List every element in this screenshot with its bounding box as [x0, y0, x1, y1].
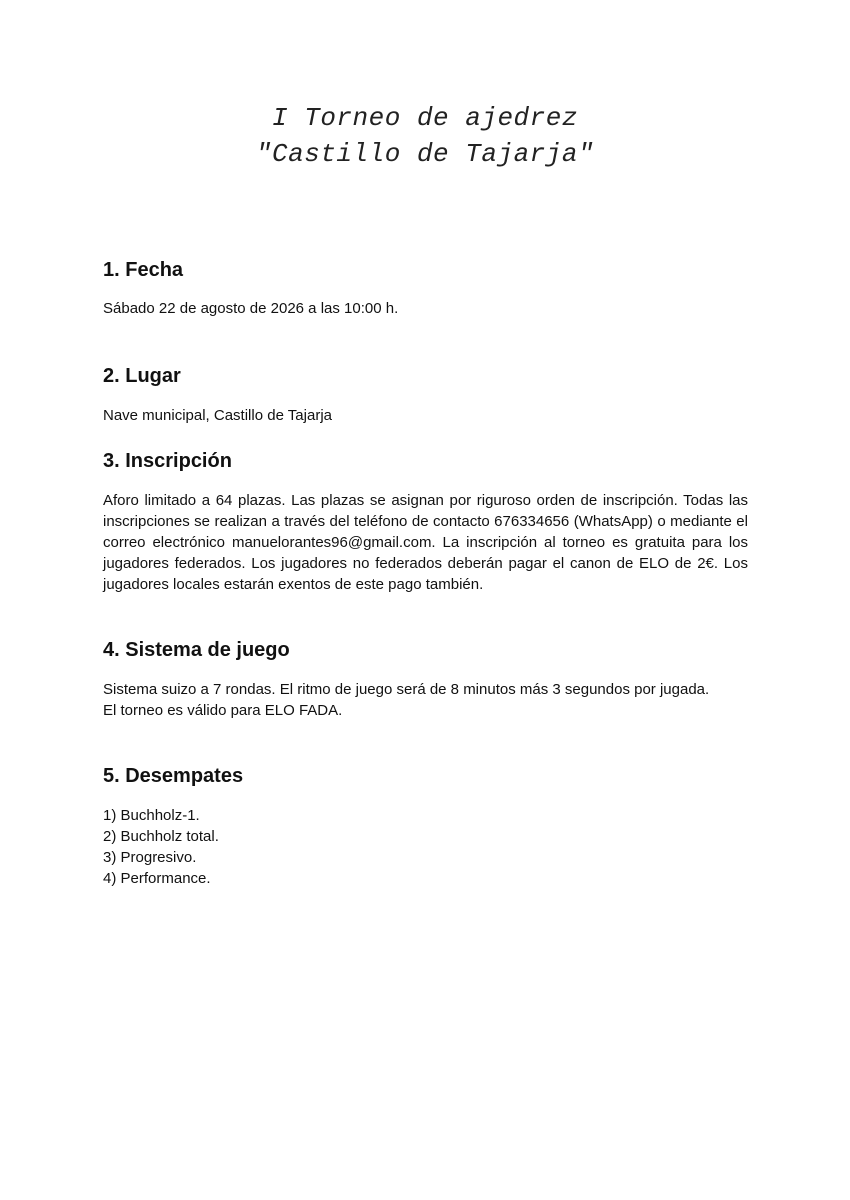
list-item: 1) Buchholz-1. — [103, 807, 200, 824]
list-item: 2) Buchholz total. — [103, 828, 219, 845]
document-title — [0, 100, 850, 172]
section-body-sistema — [103, 679, 748, 721]
section-heading-sistema: 4. Sistema de juego — [103, 639, 290, 661]
section-heading-inscripcion: 3. Inscripción — [103, 450, 232, 472]
section-text-sistema-line-1: Sistema suizo a 7 rondas. El ritmo de juego será de 8 minutos más 3 segundos por jugada. — [103, 681, 710, 698]
list-item: 4) Performance. — [103, 870, 211, 887]
section-lugar — [103, 363, 748, 426]
section-text-sistema-line-2: El torneo es válido para ELO FADA. — [103, 702, 343, 719]
section-heading-fecha: 1. Fecha — [103, 259, 184, 281]
section-heading-desempates: 5. Desempates — [103, 765, 244, 787]
title-line-2: "Castillo de Tajarja" — [255, 139, 595, 169]
title-line-1: I Torneo de ajedrez — [272, 103, 578, 133]
section-inscripcion — [103, 448, 748, 595]
section-heading-lugar: 2. Lugar — [103, 365, 181, 387]
tiebreak-list — [103, 805, 748, 889]
list-item: 3) Progresivo. — [103, 849, 197, 866]
section-text-fecha: Sábado 22 de agosto de 2026 a las 10:00 h. — [103, 300, 399, 317]
section-desempates — [103, 763, 748, 889]
section-text-lugar: Nave municipal, Castillo de Tajarja — [103, 407, 332, 424]
section-fecha — [103, 257, 748, 319]
section-sistema — [103, 637, 748, 721]
section-text-inscripcion: Aforo limitado a 64 plazas. Las plazas se asignan por riguroso orden de inscripción. Todas las inscripciones se realizan a través del teléfono de contacto 676334656 (WhatsApp) o mediante el correo electrónico manuelorantes96@gmail.com. La inscripción al torneo es gratuita para los jugadores federados. Los jugadores no federados deberán pagar el canon de ELO de 2€. Los jugadores locales estarán exentos de este pago también. — [103, 492, 748, 593]
